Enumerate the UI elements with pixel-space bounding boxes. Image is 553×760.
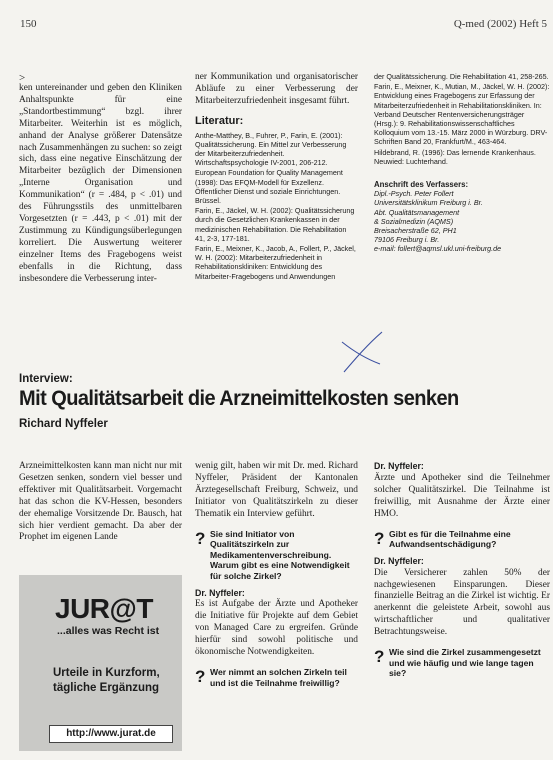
ad-text-line: Urteile in Kurzform, <box>53 667 160 679</box>
interview-answer: Die Versicherer zahlen 50% der nachgewiesenen Einsparungen. Dieser finanzielle Beitrag an die Zirkel ist wichtig. Er anerkennt die geleistete Arbeit, sowohl aus wirtschaftlicher und qualitativer Betrachtungsweise. <box>374 567 550 638</box>
article-kicker: Interview: <box>19 373 73 385</box>
jurat-advertisement <box>19 575 182 751</box>
reference-item: Hildebrand, R. (1996): Das lernende Krankenhaus. Neuwied: Luchterhand. <box>374 147 536 166</box>
reference-item: European Foundation for Quality Management (1998): Das EFQM-Modell für Exzellenz. Öffentlicher Dienst und soziale Einrichtungen. Brüssel. <box>195 168 343 206</box>
interview-question: ? Sie sind Initiator von Qualitätszirkeln zur Medikamentenverschreibung. Warum gibt es eine Notwendigkeit für solche Zirkel? <box>195 528 350 581</box>
article-author: Richard Nyffeler <box>19 418 108 430</box>
page-number: 150 <box>20 18 37 30</box>
question-mark-icon: ? <box>374 528 385 548</box>
question-mark-icon: ? <box>195 666 206 686</box>
lower-column-2 <box>195 461 358 694</box>
speaker-label: Dr. Nyffeler: <box>374 461 424 471</box>
address-line: & Sozialmedizin (AQMS) <box>374 216 454 226</box>
ad-url-link[interactable]: http://www.jurat.de <box>49 725 173 743</box>
body-text: ner Kommunikation und organisatorischer Abläufe zu einer Verbesserung der Mitarbeiterzufriedenheit insgesamt führt. <box>195 72 358 106</box>
speaker-label: Dr. Nyffeler: <box>195 587 245 598</box>
article-headline: Mit Qualitätsarbeit die Arzneimittelkosten senken <box>19 386 459 410</box>
address-line: Dipl.-Psych. Peter Follert <box>374 189 454 199</box>
upper-column-1 <box>19 73 182 285</box>
reference-item: Farin, E., Meixner, K., Jacob, A., Follert, P., Jäckel, W. H. (2002): Mitarbeiterzufriedenheit in Rehabilitationskliniken: Entwicklung des Mitarbeiter-Fragebogens und Anwendungen <box>195 244 356 281</box>
question-mark-icon: ? <box>195 528 206 548</box>
interview-answer: Es ist Aufgabe der Ärzte und Apotheker die Initiative für Projekte auf dem Gebiet von Managed Care zu ergreifen. Gründe hierfür sind sowohl politische und ökonomische Notwendigkeiten. <box>195 599 358 658</box>
interview-question: ? Wer nimmt an solchen Zirkeln teil und ist die Teilnahme freiwillig? <box>195 666 347 688</box>
body-text: ken untereinander und geben den Kliniken Anhaltspunkte für eine „Standortbestimmung“ bzgl. ihrer Mitarbeiter. Weiterhin ist es möglich, anhand der Analyse größerer Datensätze nach Zusammenhängen zu suchen: so zeigt sich, dass eine negative Einschätzung der Mitarbeiter bezüglich der Dimensionen „Interne Organisation und Kommunikation“ (r = .484, p < .01) und des Führungsstils des unmittelbaren Vorgesetzten (r = .443, p < .01) mit der Zustimmung zu Kündigungsüberlegungen korreliert. Die Auswertung weiterer einzelner Items des Fragebogens weist ebenfalls in die Richtung, dass insbesondere die Verbesserung inter- <box>19 83 182 284</box>
lower-column-3 <box>374 461 550 685</box>
literature-heading: Literatur: <box>195 114 244 127</box>
interview-question: ? Gibt es für die Teilnahme eine Aufwandsentschädigung? <box>374 528 511 550</box>
speaker-label: Dr. Nyffeler: <box>374 555 424 566</box>
address-line: Abt. Qualitätsmanagement <box>374 207 460 217</box>
address-line: Breisacherstraße 62, PH1 <box>374 226 457 236</box>
journal-running-head: Q-med (2002) Heft 5 <box>453 18 547 30</box>
question-mark-icon: ? <box>374 647 385 667</box>
address-email: e-mail: follert@aqmsl.ukl.uni-freiburg.de <box>374 244 502 254</box>
reference-item: Farin, E., Jäckel, W. H. (2002): Qualitätssicherung durch die Gesetzlichen Krankenkassen in der medizinischen Rehabilitation. Die Rehabilitation 41, 2-3, 177-181. <box>195 206 355 243</box>
jurat-logo: JUR@T <box>55 593 153 624</box>
interview-answer: Ärzte und Apotheker sind die Teilnehmer solcher Qualitätszirkel. Die Teilnahme ist freiwillig, mit Ausnahme der Ärzte einer HMO. <box>374 472 550 519</box>
address-line: 79106 Freiburg i. Br. <box>374 235 440 245</box>
pen-cross-mark <box>338 328 386 376</box>
reference-item: Anthe-Matthey, B., Fuhrer, P., Farin, E. (2001): Qualitätssicherung. Ein Mittel zur Verbesserung der Mitarbeiterzufriedenheit. Wirtschaftspsychologie IV-2001, 206-212. <box>195 130 347 168</box>
reference-item: der Qualitätssicherung. Die Rehabilitation 41, 258-265. <box>374 72 549 81</box>
intro-text: Arzneimittelkosten kann man nicht nur mit Gesetzen senken, sondern viel besser und effektiver mit Qualitätsarbeit. Vorgemacht hat das schon die KV-Hessen, besonders der ehemalige Vorsitzende Dr. Bausch, hat sich hier verdient gemacht. Da aber der Prophet im eigenen Lande <box>19 461 182 543</box>
address-heading: Anschrift des Verfassers: <box>374 180 469 190</box>
ad-tagline: ...alles was Recht ist <box>57 625 160 637</box>
intro-text: wenig gilt, haben wir mit Dr. med. Richard Nyffeler, Präsident der Kantonalen Ärztegesellschaft Freiburg, Schweiz, und Initiator von Qualitätszirkeln zu dieser Thematik ein Interview geführt. <box>195 461 358 519</box>
ad-text-line: tägliche Ergänzung <box>53 682 160 694</box>
reference-item: Farin, E., Meixner, K., Mutian, M., Jäckel, W. H. (2002): Entwicklung eines Fragebogens zur Erfassung der Mitarbeiterzufriedenheit in Rehabilitationskliniken. In: Verband Deutscher Rentenversicherungsträger (Hrsg.): 9. Rehabilitationswissenschaftliches Kolloquium vom 13.-15. März 2000 in Würzburg. DRV-Schriften Band 20, Frankfurt/M., 463-464. <box>374 82 550 147</box>
author-address <box>374 189 550 253</box>
interview-question: ? Wie sind die Zirkel zusammengesetzt und wie häufig und wie lange tagen sie? <box>374 647 541 679</box>
address-line: Universitätsklinikum Freiburg i. Br. <box>374 198 483 208</box>
lower-column-1 <box>19 461 182 544</box>
continuation-arrow-icon: > <box>19 72 26 84</box>
upper-column-3 <box>374 72 550 254</box>
upper-column-2 <box>195 72 358 282</box>
